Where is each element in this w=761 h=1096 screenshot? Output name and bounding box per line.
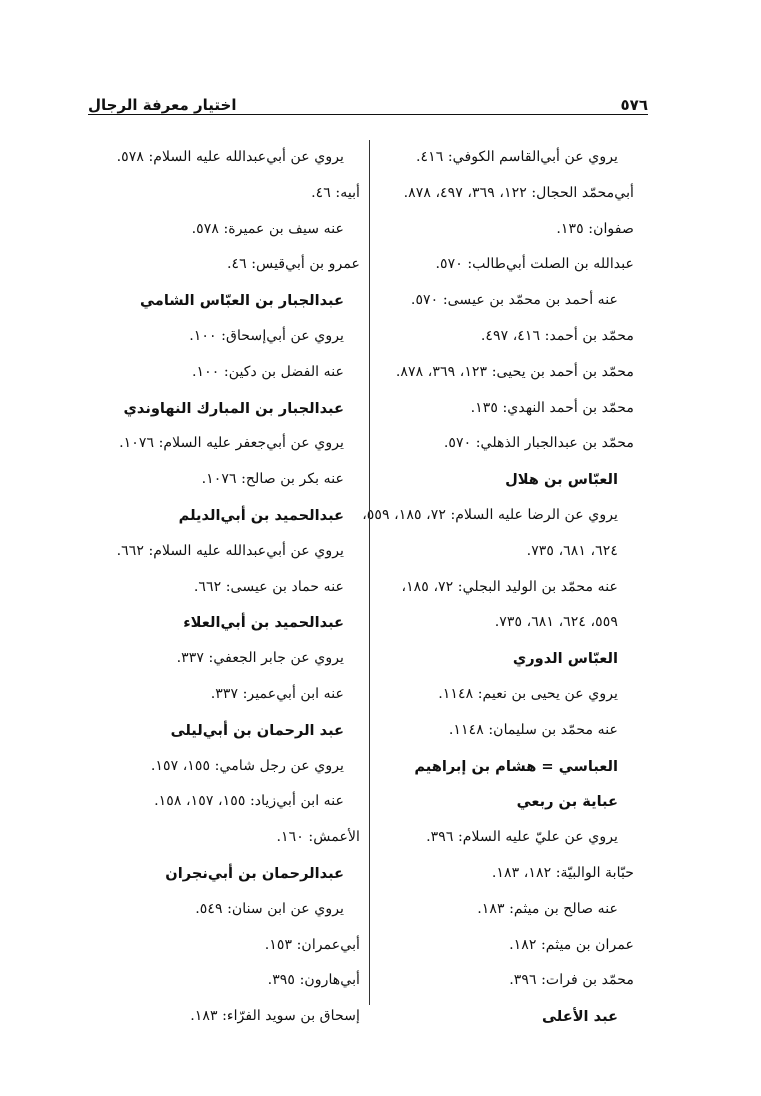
entry-line: الأعمش: ١٦٠. bbox=[276, 829, 360, 846]
entry-heading: العبّاس بن هلال bbox=[505, 471, 618, 489]
entry-line: أبيه: ٤٦. bbox=[311, 184, 360, 201]
page-header bbox=[88, 84, 648, 114]
entry-line: عنه صالح بن ميثم: ١٨٣. bbox=[477, 900, 618, 917]
entry-line: يروي عن أبي‌إسحاق: ١٠٠. bbox=[189, 327, 344, 344]
entry-line: صفوان: ١٣٥. bbox=[556, 220, 634, 237]
entry-line: محمّد بن أحمد بن يحيى: ١٢٣، ٣٦٩، ٨٧٨. bbox=[395, 363, 634, 380]
entry-line: ٦٢٤، ٦٨١، ٧٣٥. bbox=[526, 542, 618, 559]
entry-line: يروي عن أبي‌عبدالله عليه السلام: ٦٦٢. bbox=[116, 542, 344, 559]
entry-line: يروي عن أبي‌عبدالله عليه السلام: ٥٧٨. bbox=[116, 149, 344, 165]
entry-line: عنه ابن أبي‌زياد: ١٥٥، ١٥٧، ١٥٨. bbox=[154, 793, 344, 810]
entry-line: يروي عن رجل شامي: ١٥٥، ١٥٧. bbox=[150, 757, 344, 774]
entry-heading: عبدالحميد بن أبي‌الديلم bbox=[178, 506, 344, 524]
entry-line: محمّد بن أحمد النهدي: ١٣٥. bbox=[470, 399, 634, 416]
page-number: ٥٧٦ bbox=[620, 96, 648, 114]
entry-line: أبي‌محمّد الحجال: ١٢٢، ٣٦٩، ٤٩٧، ٨٧٨. bbox=[403, 184, 634, 201]
entry-line: يروي عن عليّ عليه السلام: ٣٩٦. bbox=[426, 829, 618, 846]
entry-heading: العبّاس الدوري bbox=[512, 650, 618, 668]
entry-line: أبي‌عمران: ١٥٣. bbox=[264, 936, 360, 953]
entry-line: أبي‌هارون: ٣٩٥. bbox=[267, 972, 360, 989]
entry-line: عمران بن ميثم: ١٨٢. bbox=[509, 936, 634, 953]
entry-heading: عبد الأعلى bbox=[542, 1008, 618, 1026]
entry-line: يروي عن أبي‌جعفر عليه السلام: ١٠٧٦. bbox=[119, 435, 344, 452]
entry-heading: عبدالجبار بن المبارك النهاوندي bbox=[123, 399, 344, 417]
right-column bbox=[362, 140, 634, 1035]
entry-heading: عبدالجبار بن العبّاس الشامي bbox=[140, 292, 344, 310]
entry-heading: عبدالحميد بن أبي‌العلاء bbox=[183, 614, 344, 632]
entry-line: محمّد بن عبدالجبار الذهلي: ٥٧٠. bbox=[443, 435, 634, 452]
entry-heading: عبد الرحمان بن أبي‌ليلى bbox=[170, 721, 344, 739]
header-rule bbox=[88, 114, 648, 115]
entry-line: يروي عن أبي‌القاسم الكوفي: ٤١٦. bbox=[415, 149, 618, 165]
column-divider bbox=[369, 140, 370, 1005]
left-column bbox=[88, 140, 360, 1035]
entry-line: عبدالله بن الصلت أبي‌طالب: ٥٧٠. bbox=[435, 256, 634, 273]
entry-line: يروي عن يحيى بن نعيم: ١١٤٨. bbox=[438, 685, 618, 702]
entry-line: حبّابة الوالبيّة: ١٨٢، ١٨٣. bbox=[491, 864, 634, 881]
entry-line: عنه بكر بن صالح: ١٠٧٦. bbox=[201, 471, 344, 488]
entry-heading: عبدالرحمان بن أبي‌نجران bbox=[165, 864, 344, 882]
entry-line: محمّد بن فرات: ٣٩٦. bbox=[509, 972, 634, 989]
book-title: اختيار معرفة الرجال bbox=[88, 96, 237, 114]
entry-line: محمّد بن أحمد: ٤١٦، ٤٩٧. bbox=[480, 327, 634, 344]
entry-line: يروي عن جابر الجعفي: ٣٣٧. bbox=[176, 650, 344, 667]
entry-line: عنه الفضل بن دكين: ١٠٠. bbox=[192, 363, 344, 380]
entry-line: يروي عن الرضا عليه السلام: ٧٢، ١٨٥، ٥٥٩، bbox=[362, 506, 618, 523]
entry-heading: العباسي = هشام بن إبراهيم bbox=[414, 757, 618, 775]
entry-line: عنه حماد بن عيسى: ٦٦٢. bbox=[193, 578, 344, 595]
entry-line: عنه أحمد بن محمّد بن عيسى: ٥٧٠. bbox=[410, 292, 618, 309]
entry-line: إسحاق بن سويد الفرّاء: ١٨٣. bbox=[190, 1008, 360, 1025]
entry-line: عنه سيف بن عميرة: ٥٧٨. bbox=[191, 220, 344, 237]
entry-line: يروي عن ابن سنان: ٥٤٩. bbox=[195, 900, 344, 917]
entry-line: عنه محمّد بن الوليد البجلي: ٧٢، ١٨٥، bbox=[401, 578, 618, 595]
entry-line: عمرو بن أبي‌قيس: ٤٦. bbox=[226, 256, 360, 273]
entry-line: عنه ابن أبي‌عمير: ٣٣٧. bbox=[210, 685, 344, 702]
entry-heading: عباية بن ربعي bbox=[516, 793, 618, 811]
entry-line: عنه محمّد بن سليمان: ١١٤٨. bbox=[448, 721, 618, 738]
entry-line: ٥٥٩، ٦٢٤، ٦٨١، ٧٣٥. bbox=[494, 614, 618, 631]
